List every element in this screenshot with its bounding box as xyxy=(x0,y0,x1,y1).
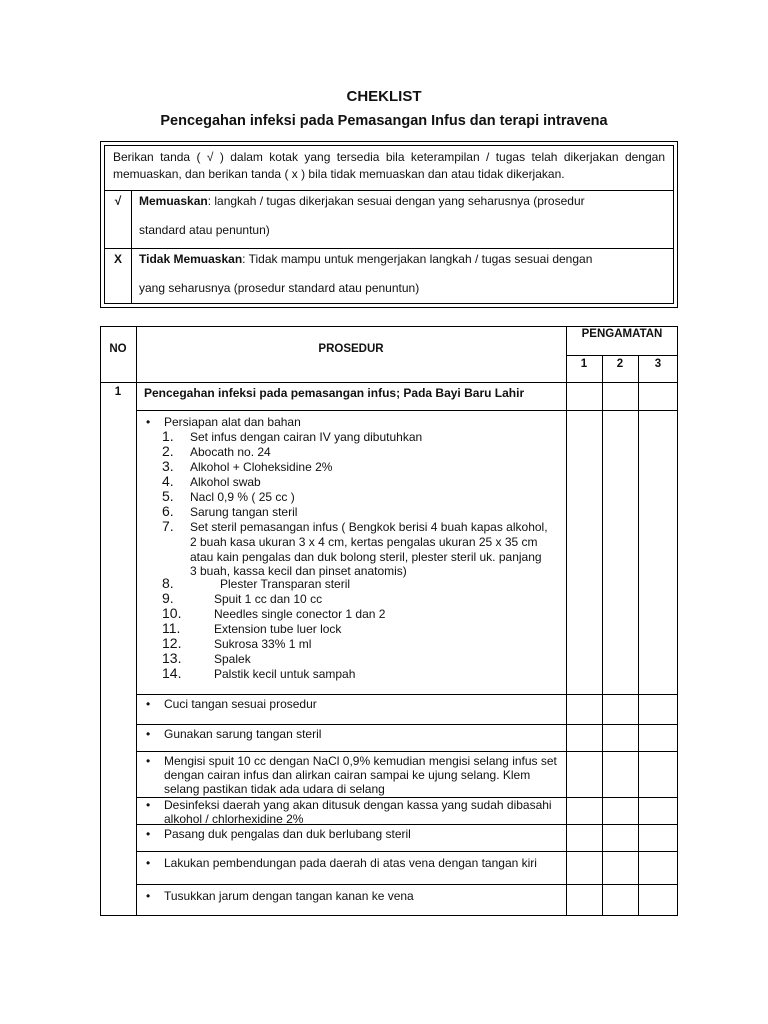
header-prosedur: PROSEDUR xyxy=(318,343,384,355)
legend-label: Tidak Memuaskan xyxy=(139,252,243,266)
divider xyxy=(105,248,673,249)
header-col-2: 2 xyxy=(616,358,624,370)
item-number: 13. xyxy=(162,650,182,666)
legend-box xyxy=(100,141,678,308)
prep-title: Persiapan alat dan bahan xyxy=(164,415,301,429)
item-text: Set steril pemasangan infus ( Bengkok berisi 4 buah kapas alkohol, 2 buah kasa ukuran 3 x 4 cm, kertas pengalas ukuran 25 x 35 cm atau kain pengalas dan duk bolong steril, plester steril uk. panjang 3 buah, kassa kecil dan pinset anatomis) xyxy=(190,520,548,579)
bullet: • xyxy=(146,856,151,870)
bullet: • xyxy=(146,827,151,841)
header-col-3: 3 xyxy=(654,358,662,370)
item-number: 10. xyxy=(162,605,182,621)
item-text: Alkohol swab xyxy=(190,475,261,489)
divider xyxy=(131,190,132,303)
check-mark-symbol: √ xyxy=(114,194,122,208)
item-text: Abocath no. 24 xyxy=(190,445,271,459)
document-subtitle: Pencegahan infeksi pada Pemasangan Infus dan terapi intravena xyxy=(160,113,608,129)
item-number: 4. xyxy=(162,473,174,489)
x-mark-symbol: X xyxy=(113,252,122,266)
legend-row-unsatisfactory xyxy=(139,252,667,266)
item-text: Sarung tangan steril xyxy=(190,505,298,519)
item-text: Sukrosa 33% 1 ml xyxy=(214,637,312,651)
bullet: • xyxy=(146,798,151,812)
section-title: Pencegahan infeksi pada pemasangan infus; Pada Bayi Baru Lahir xyxy=(144,386,525,400)
item-number: 12. xyxy=(162,635,182,651)
header-no: NO xyxy=(109,343,127,355)
legend-text: : langkah / tugas dikerjakan sesuai dengan yang seharusnya (prosedur xyxy=(207,194,585,208)
step-text: Lakukan pembendungan pada daerah di atas vena dengan tangan kiri xyxy=(164,856,537,870)
item-number: 6. xyxy=(162,503,174,519)
header-col-1: 1 xyxy=(580,358,588,370)
step-text: Desinfeksi daerah yang akan ditusuk dengan kassa yang sudah dibasahi alkohol / chlorhexidine 2% xyxy=(164,798,552,826)
legend-text-line2: standard atau penuntun) xyxy=(139,223,270,237)
item-text: Palstik kecil untuk sampah xyxy=(214,667,356,681)
step-text: Pasang duk pengalas dan duk berlubang steril xyxy=(164,827,411,841)
bullet: • xyxy=(146,415,151,429)
bullet: • xyxy=(146,697,151,711)
item-text: Set infus dengan cairan IV yang dibutuhkan xyxy=(190,430,423,444)
item-number: 8. xyxy=(162,575,174,591)
legend-label: Memuaskan xyxy=(139,194,208,208)
row-number: 1 xyxy=(114,386,122,398)
bullet: • xyxy=(146,727,151,741)
step-text: Cuci tangan sesuai prosedur xyxy=(164,697,317,711)
bullet: • xyxy=(146,754,151,768)
step-text: Tusukkan jarum dengan tangan kanan ke vena xyxy=(164,889,414,903)
header-pengamatan: PENGAMATAN xyxy=(581,328,663,340)
bullet: • xyxy=(146,889,151,903)
item-text: Nacl 0,9 % ( 25 cc ) xyxy=(190,490,295,504)
item-text: Spalek xyxy=(214,652,251,666)
item-number: 2. xyxy=(162,443,174,459)
item-number: 14. xyxy=(162,665,182,681)
legend-text: : Tidak mampu untuk mengerjakan langkah / tugas sesuai dengan xyxy=(242,252,593,266)
item-number: 5. xyxy=(162,488,174,504)
item-number: 9. xyxy=(162,590,174,606)
item-text: Spuit 1 cc dan 10 cc xyxy=(214,592,323,606)
item-number: 1. xyxy=(162,428,174,444)
item-number: 11. xyxy=(162,620,181,636)
item-text: Needles single conector 1 dan 2 xyxy=(214,607,386,621)
item-text: Plester Transparan steril xyxy=(220,577,351,591)
step-text: Mengisi spuit 10 cc dengan NaCl 0,9% kemudian mengisi selang infus set dengan cairan infus dan alirkan cairan sampai ke ujung selang. Klem selang pastikan tidak ada udara di selang xyxy=(164,754,557,796)
item-text: Extension tube luer lock xyxy=(214,622,342,636)
document-title: CHEKLIST xyxy=(346,88,422,105)
legend-row-satisfactory xyxy=(139,194,667,208)
legend-text-line2: yang seharusnya (prosedur standard atau penuntun) xyxy=(139,281,420,295)
item-text: Alkohol + Cloheksidine 2% xyxy=(190,460,333,474)
step-text: Gunakan sarung tangan steril xyxy=(164,727,322,741)
checklist-table xyxy=(100,326,678,916)
item-number: 7. xyxy=(162,518,174,534)
item-number: 3. xyxy=(162,458,174,474)
legend-intro: Berikan tanda ( √ ) dalam kotak yang tersedia bila keterampilan / tugas telah dikerjakan dengan memuaskan, dan berikan tanda ( x ) bila tidak memuaskan dan atau tidak dikerjakan. xyxy=(113,150,665,181)
divider xyxy=(105,190,673,191)
